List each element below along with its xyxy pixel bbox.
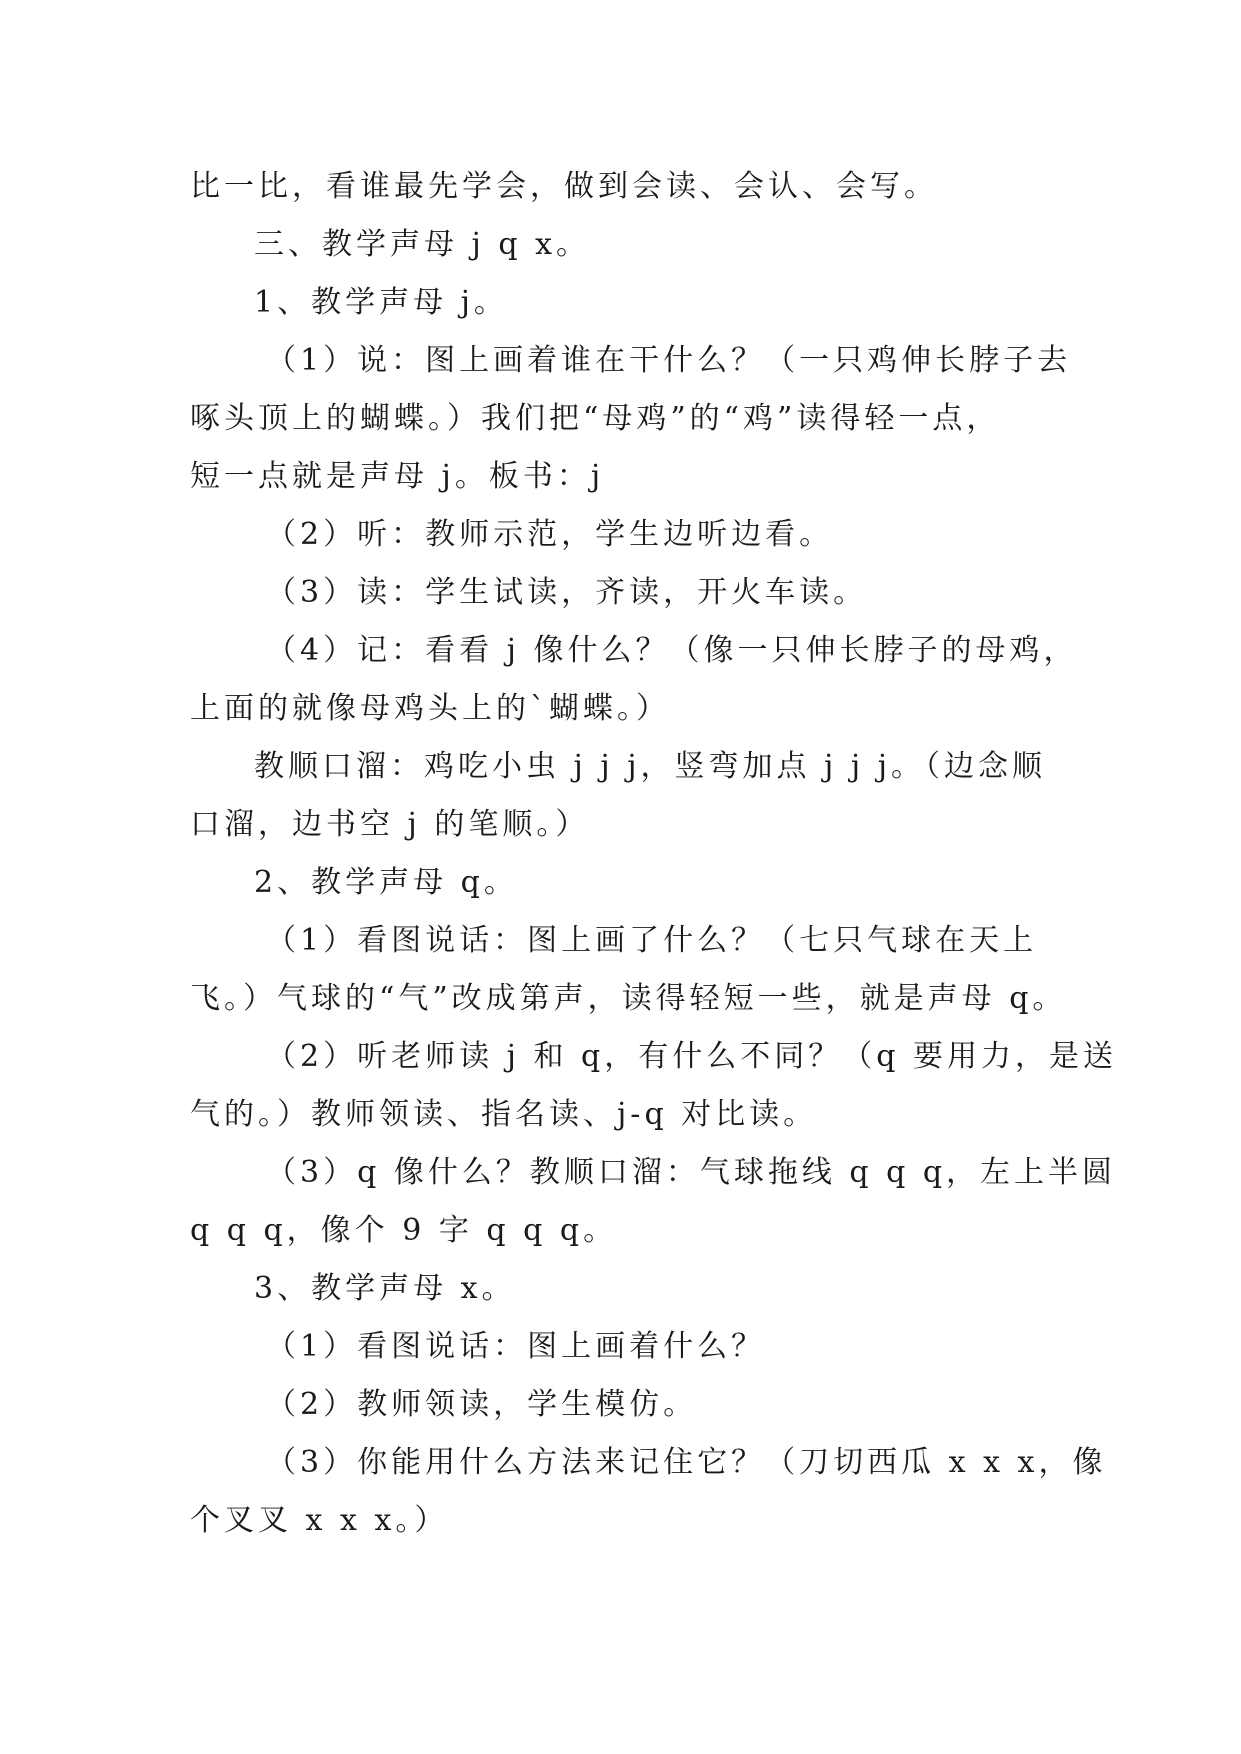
paragraph-line: 口溜，边书空 j 的笔顺。） (190, 807, 590, 842)
paragraph-line: （1）看图说话：图上画了什么？（七只气球在天上 (266, 923, 1038, 958)
paragraph-line: （3）读：学生试读，齐读，开火车读。 (266, 575, 868, 610)
subsection-heading: 1、教学声母 j。 (254, 285, 508, 320)
section-heading: 三、教学声母 j q x。 (254, 227, 591, 262)
paragraph-line: 啄头顶上的蝴蝶。）我们把“母鸡”的“鸡”读得轻一点， (190, 401, 1001, 436)
paragraph-line: （4）记：看看 j 像什么？（像一只伸长脖子的母鸡， (266, 633, 1078, 668)
paragraph-line: （3）你能用什么方法来记住它？（刀切西瓜 x x x，像 (266, 1445, 1107, 1480)
paragraph-line: 教顺口溜：鸡吃小虫 j j j，竖弯加点 j j j。（边念顺 (254, 749, 1047, 784)
paragraph-line: （2）教师领读，学生模仿。 (266, 1387, 698, 1422)
paragraph-line: 气的。）教师领读、指名读、j-q 对比读。 (190, 1097, 818, 1132)
paragraph-line: （1）说：图上画着谁在干什么？（一只鸡伸长脖子去 (266, 343, 1072, 378)
subsection-heading: 3、教学声母 x。 (254, 1271, 516, 1306)
paragraph-line: （2）听老师读 j 和 q，有什么不同？（q 要用力，是送 (266, 1039, 1117, 1074)
paragraph-line: （1）看图说话：图上画着什么？ (266, 1329, 766, 1364)
paragraph-line: q q q，像个 9 字 q q q。 (190, 1213, 618, 1248)
paragraph-line: （2）听：教师示范，学生边听边看。 (266, 517, 834, 552)
paragraph-line: 上面的就像母鸡头上的`蝴蝶。） (190, 691, 670, 726)
document-body (190, 158, 1117, 1550)
paragraph-line: 比一比，看谁最先学会，做到会读、会认、会写。 (190, 169, 938, 204)
subsection-heading: 2、教学声母 q。 (254, 865, 518, 900)
paragraph-line: 飞。）气球的“气”改成第声，读得轻短一些，就是声母 q。 (190, 981, 1067, 1016)
paragraph-line: 个叉叉 x x x。） (190, 1503, 449, 1538)
paragraph-line: （3）q 像什么？教顺口溜：气球拖线 q q q，左上半圆 (266, 1155, 1117, 1190)
paragraph-line: 短一点就是声母 j。板书：j (190, 459, 605, 494)
